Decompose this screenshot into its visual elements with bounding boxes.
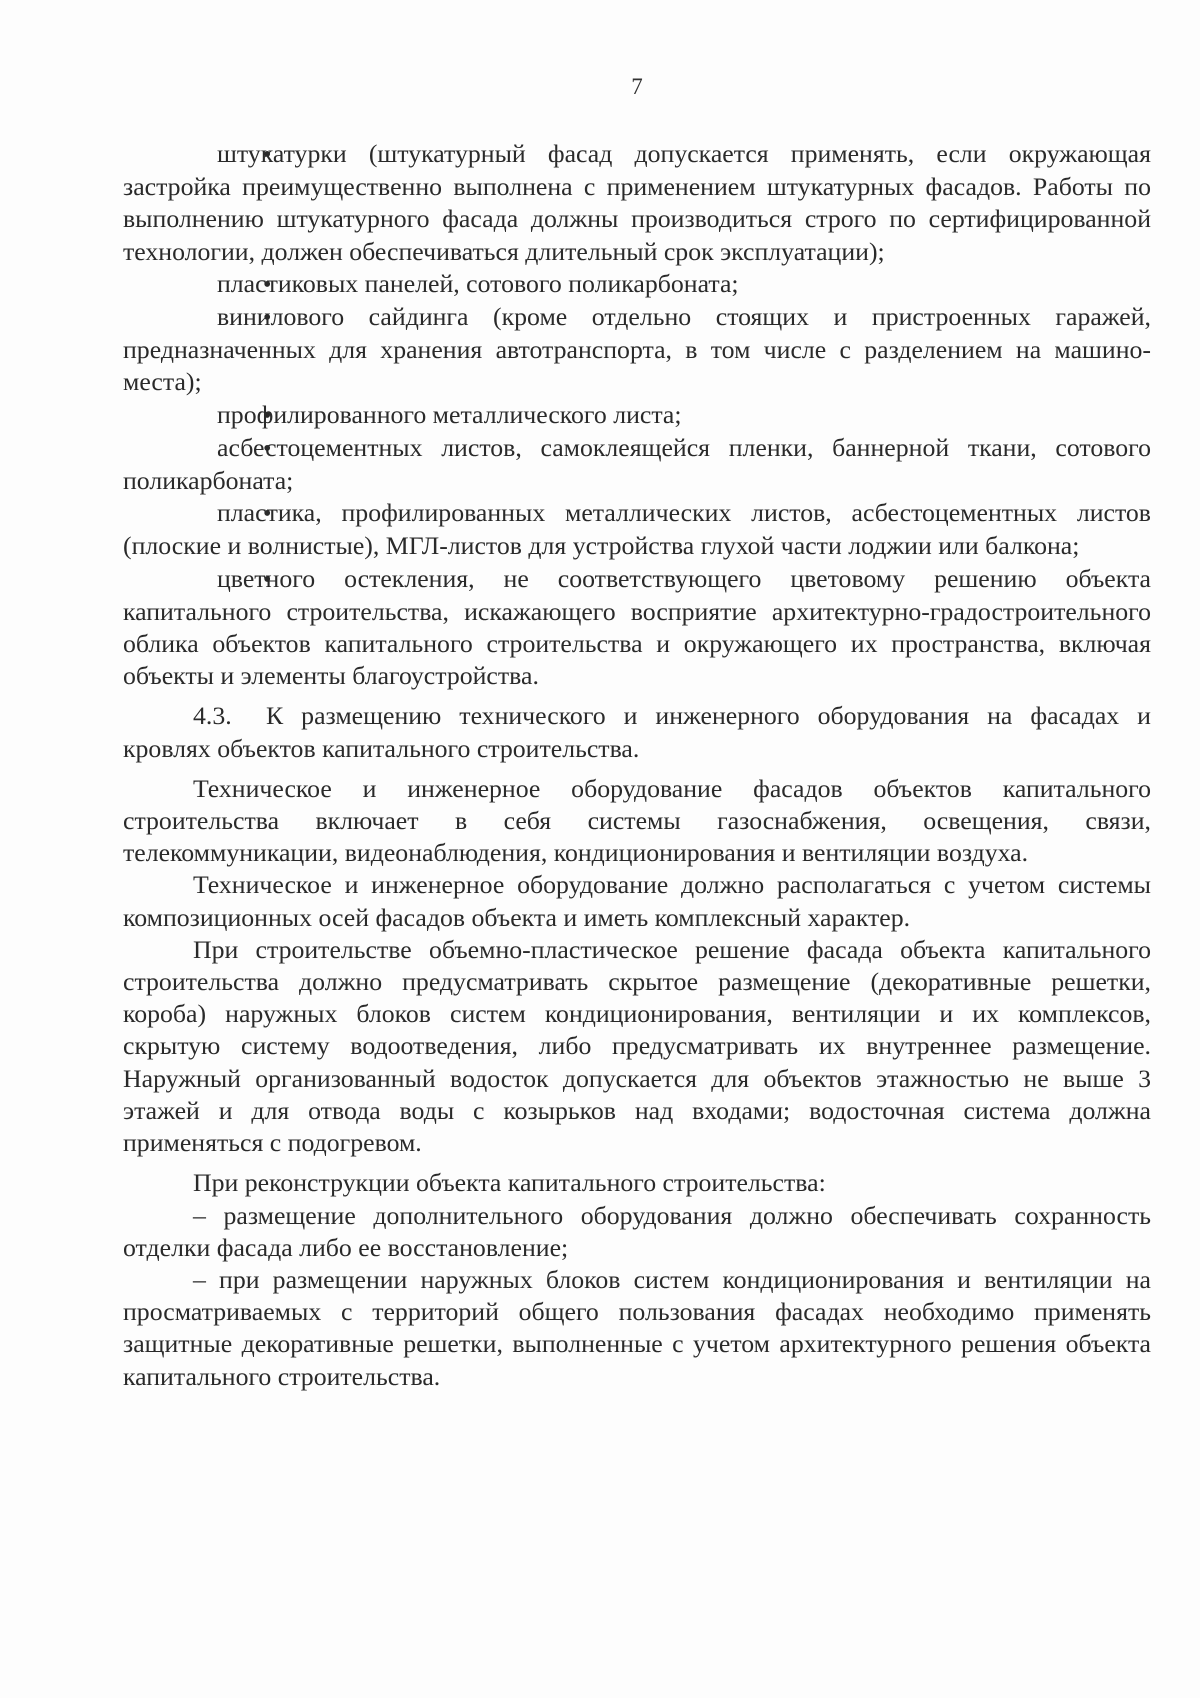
bullet-item-vinyl-siding: • винилового сайдинга (кроме отдельно стоящих и пристроенных гаражей, предназначенных для хранения автотранспорта, в том числе с разделением на машино-места); <box>123 301 1151 399</box>
section-number: 4.3. <box>193 701 232 731</box>
dash-item-finish-preservation: – размещение дополнительного оборудования должно обеспечивать сохранность отделки фасада либо ее восстановление; <box>123 1200 1151 1262</box>
bullet-item-plastic-loggia: • пластика, профилированных металлических листов, асбестоцементных листов (плоские и волнистые), МГЛ-листов для устройства глухой части лоджии или балкона; <box>123 497 1151 562</box>
paragraph-construction-rules: При строительстве объемно-пластическое решение фасада объекта капитального строительства должно предусматривать скрытое размещение (декоративные решетки, короба) наружных блоков систем кондиционирования, вентиляции и их комплексов, скрытую систему водоотведения, либо предусматривать их внутреннее размещение. Наружный организованный водосток допускается для объектов этажностью не выше 3 этажей и для отвода воды с козырьков над входами; водосточная система должна применяться с подогревом. <box>123 934 1151 1158</box>
dash-item-decorative-grilles: – при размещении наружных блоков систем кондиционирования и вентиляции на просматриваемых с территорий общего пользования фасадах необходимо применять защитные декоративные решетки, выполненные с учетом архитектурного решения объекта капитального строительства. <box>123 1264 1151 1391</box>
bullet-item-plaster: • штукатурки (штукатурный фасад допускается применять, если окружающая застройка преимущественно выполнена с применением штукатурных фасадов. Работы по выполнению штукатурного фасада должны производиться строго по сертифицированной технологии, должен обеспечиваться длительный срок эксплуатации); <box>123 138 1151 268</box>
bullet-item-asbestos-sheets: • асбестоцементных листов, самоклеящейся пленки, баннерной ткани, сотового поликарбоната; <box>123 432 1151 497</box>
document-body <box>123 138 1151 1393</box>
paragraph-composition-axes: Техническое и инженерное оборудование должно располагаться с учетом системы композиционных осей фасадов объекта и иметь комплексный характер. <box>123 870 1151 932</box>
bullet-item-plastic-panels: • пластиковых панелей, сотового поликарбоната; <box>123 268 1151 301</box>
bullet-item-profiled-sheet: • профилированного металлического листа; <box>123 399 1151 432</box>
section-heading-text: К размещению технического и инженерного оборудования на фасадах и кровлях объектов капитального строительства. <box>123 701 1151 763</box>
section-heading-4-3 <box>123 700 1151 764</box>
page-number: 7 <box>631 74 643 99</box>
paragraph-equipment-includes: Техническое и инженерное оборудование фасадов объектов капитального строительства включает в себя системы газоснабжения, освещения, связи, телекоммуникации, видеонаблюдения, кондиционирования и вентиляции воздуха. <box>123 773 1151 868</box>
bullet-item-colored-glazing: • цветного остекления, не соответствующего цветовому решению объекта капитального строительства, искажающего восприятие архитектурно-градостроительного облика объектов капитального строительства и окружающего их пространства, включая объекты и элементы благоустройства. <box>123 563 1151 693</box>
paragraph-reconstruction: При реконструкции объекта капитального строительства: <box>193 1168 826 1198</box>
